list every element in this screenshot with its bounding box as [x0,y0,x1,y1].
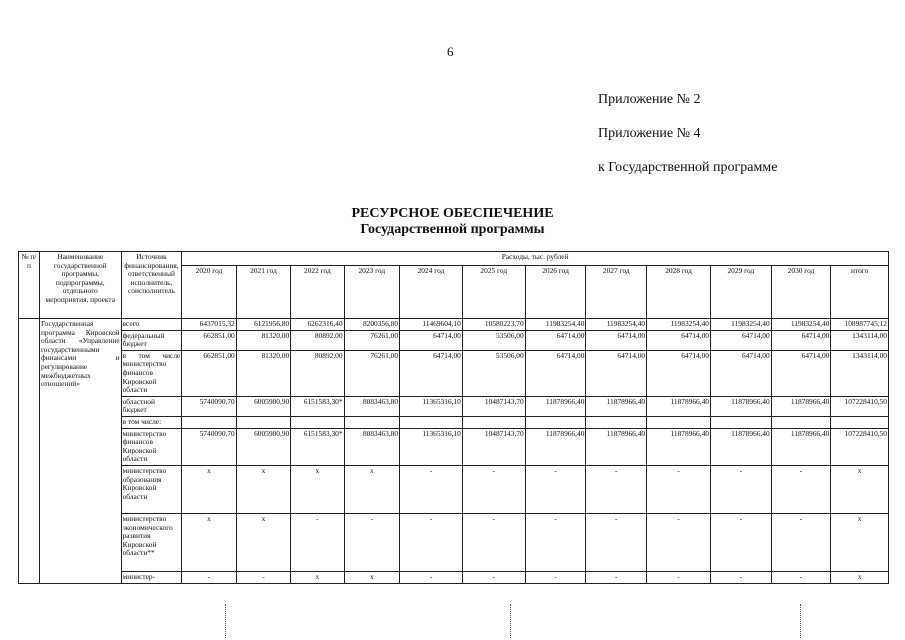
value-cell: - [647,465,711,513]
value-cell: 1343114,00 [831,330,889,350]
value-cell: 11878966,40 [586,396,647,416]
value-cell: - [462,465,525,513]
value-cell: 6005980,90 [236,428,290,465]
value-cell: - [647,513,711,571]
value-cell: 80892,00 [291,330,344,350]
value-cell: 11365316,10 [400,396,463,416]
value-cell: - [291,513,344,571]
value-cell: - [462,571,525,583]
value-cell: - [710,571,771,583]
value-cell [710,416,771,428]
value-cell: 11983254,40 [710,319,771,331]
value-cell: 6121956,80 [236,319,290,331]
program-name: Государственная программа Кировской области «Управление государственными финансами и регулирование межбюджетных отношений» [39,319,121,584]
value-cell: - [462,513,525,571]
value-cell: - [771,571,831,583]
value-cell [647,416,711,428]
value-cell: 81320,00 [236,350,290,396]
value-cell: - [586,571,647,583]
table-row [19,416,889,428]
value-cell [400,416,463,428]
header-year: итого [831,266,889,319]
value-cell: 6005980,90 [236,396,290,416]
value-cell: 64714,00 [710,330,771,350]
value-cell: 11878966,40 [771,396,831,416]
value-cell: x [831,465,889,513]
value-cell: - [400,465,463,513]
value-cell: x [344,465,399,513]
value-cell: x [236,465,290,513]
value-cell: 108987745,12 [831,319,889,331]
table-row [19,571,889,583]
value-cell: 662851,00 [182,350,236,396]
table-row [19,513,889,571]
value-cell: 64714,00 [710,350,771,396]
value-cell: - [525,513,586,571]
header-expenses: Расходы, тыс. рублей [182,252,889,266]
title-line-1: РЕСУРСНОЕ ОБЕСПЕЧЕНИЕ [351,206,554,221]
value-cell [771,416,831,428]
value-cell: 11878966,40 [710,428,771,465]
header-year: 2023 год [344,266,399,319]
source-cell: министерство финансов Кировской области [121,428,182,465]
appendix-line-1: Приложение № 2 [598,92,701,107]
value-cell: 6437015,32 [182,319,236,331]
value-cell: 11469604,10 [400,319,463,331]
value-cell: - [771,513,831,571]
value-cell: 11878966,40 [647,396,711,416]
header-year: 2027 год [586,266,647,319]
value-cell: - [771,465,831,513]
value-cell: 8200356,80 [344,319,399,331]
header-year: 2026 год [525,266,586,319]
value-cell: 64714,00 [771,350,831,396]
value-cell [182,416,236,428]
value-cell [291,416,344,428]
value-cell: 10580223,70 [462,319,525,331]
value-cell: - [710,513,771,571]
table-row [19,465,889,513]
header-year: 2030 год [771,266,831,319]
value-cell: 11878966,40 [525,396,586,416]
table-row [19,330,889,350]
header-year: 2022 год [291,266,344,319]
value-cell: - [400,571,463,583]
value-cell: 64714,00 [586,350,647,396]
value-cell: 107228410,50 [831,428,889,465]
header-source: Источник финансирования, ответственный исполнитель, соисполнитель [121,252,182,319]
value-cell: - [400,513,463,571]
value-cell: - [710,465,771,513]
page-number: 6 [447,44,454,59]
value-cell: 11983254,40 [647,319,711,331]
value-cell: x [182,465,236,513]
appendix-line-2: Приложение № 4 [598,126,701,141]
resource-table [18,251,889,584]
value-cell: x [831,513,889,571]
header-year: 2024 год [400,266,463,319]
value-cell [344,416,399,428]
value-cell: 64714,00 [647,330,711,350]
value-cell [831,416,889,428]
row-number [19,319,40,584]
source-cell: в том числе министерство финансов Кировской области [121,350,182,396]
source-cell: министерство экономического развития Кировской области** [121,513,182,571]
value-cell: 11878966,40 [771,428,831,465]
source-cell: в том числе: [121,416,182,428]
value-cell [525,416,586,428]
value-cell: 11983254,40 [525,319,586,331]
table-row [19,396,889,416]
value-cell: 8083463,80 [344,396,399,416]
value-cell: x [291,465,344,513]
value-cell: 64714,00 [525,330,586,350]
value-cell: 662851,00 [182,330,236,350]
value-cell: x [831,571,889,583]
title-line-2: Государственной программы [360,222,545,237]
value-cell: 6151583,30* [291,396,344,416]
value-cell: 80892,00 [291,350,344,396]
value-cell: - [344,513,399,571]
value-cell: - [525,465,586,513]
value-cell: 11878966,40 [586,428,647,465]
header-year: 2021 год [236,266,290,319]
value-cell: - [236,571,290,583]
value-cell: x [291,571,344,583]
value-cell: 107228410,50 [831,396,889,416]
value-cell: 11983254,40 [586,319,647,331]
value-cell: 11365316,10 [400,428,463,465]
table-row [19,428,889,465]
value-cell: x [344,571,399,583]
value-cell: 76261,00 [344,350,399,396]
value-cell: 53506,00 [462,330,525,350]
value-cell: 64714,00 [586,330,647,350]
value-cell: 64714,00 [400,330,463,350]
value-cell: 64714,00 [771,330,831,350]
value-cell: x [236,513,290,571]
value-cell [236,416,290,428]
value-cell [462,416,525,428]
value-cell: 5740090,70 [182,396,236,416]
value-cell: 81320,00 [236,330,290,350]
header-year: 2025 год [462,266,525,319]
header-year: 2029 год [710,266,771,319]
value-cell: - [182,571,236,583]
value-cell: 76261,00 [344,330,399,350]
value-cell: - [586,513,647,571]
value-cell: 64714,00 [647,350,711,396]
value-cell: - [647,571,711,583]
value-cell: 8083463,80 [344,428,399,465]
value-cell: 11983254,40 [771,319,831,331]
source-cell: областной бюджет [121,396,182,416]
header-num: № п/п [19,252,40,319]
value-cell: 64714,00 [525,350,586,396]
document-title [0,206,905,238]
value-cell: 6262316,40 [291,319,344,331]
header-year: 2028 год [647,266,711,319]
source-cell: федеральный бюджет [121,330,182,350]
value-cell [586,416,647,428]
value-cell: 11878966,40 [647,428,711,465]
value-cell: 10487143,70 [462,428,525,465]
source-cell: министер- [121,571,182,583]
value-cell: 1343114,00 [831,350,889,396]
value-cell: 53506,00 [462,350,525,396]
value-cell: - [586,465,647,513]
value-cell: 11878966,40 [525,428,586,465]
value-cell: x [182,513,236,571]
value-cell: 5740090,70 [182,428,236,465]
header-year: 2020 год [182,266,236,319]
value-cell: 11878966,40 [710,396,771,416]
header-name: Наименование государственной программы, подпрограммы, отдельного мероприятия, проекта [39,252,121,319]
value-cell: 6151583,30* [291,428,344,465]
value-cell: 64714,00 [400,350,463,396]
value-cell: 10487143,70 [462,396,525,416]
source-cell: всего [121,319,182,331]
table-row [19,350,889,396]
table-row [19,319,889,331]
value-cell: - [525,571,586,583]
source-cell: министерство образования Кировской области [121,465,182,513]
appendix-line-3: к Государственной программе [598,160,778,175]
